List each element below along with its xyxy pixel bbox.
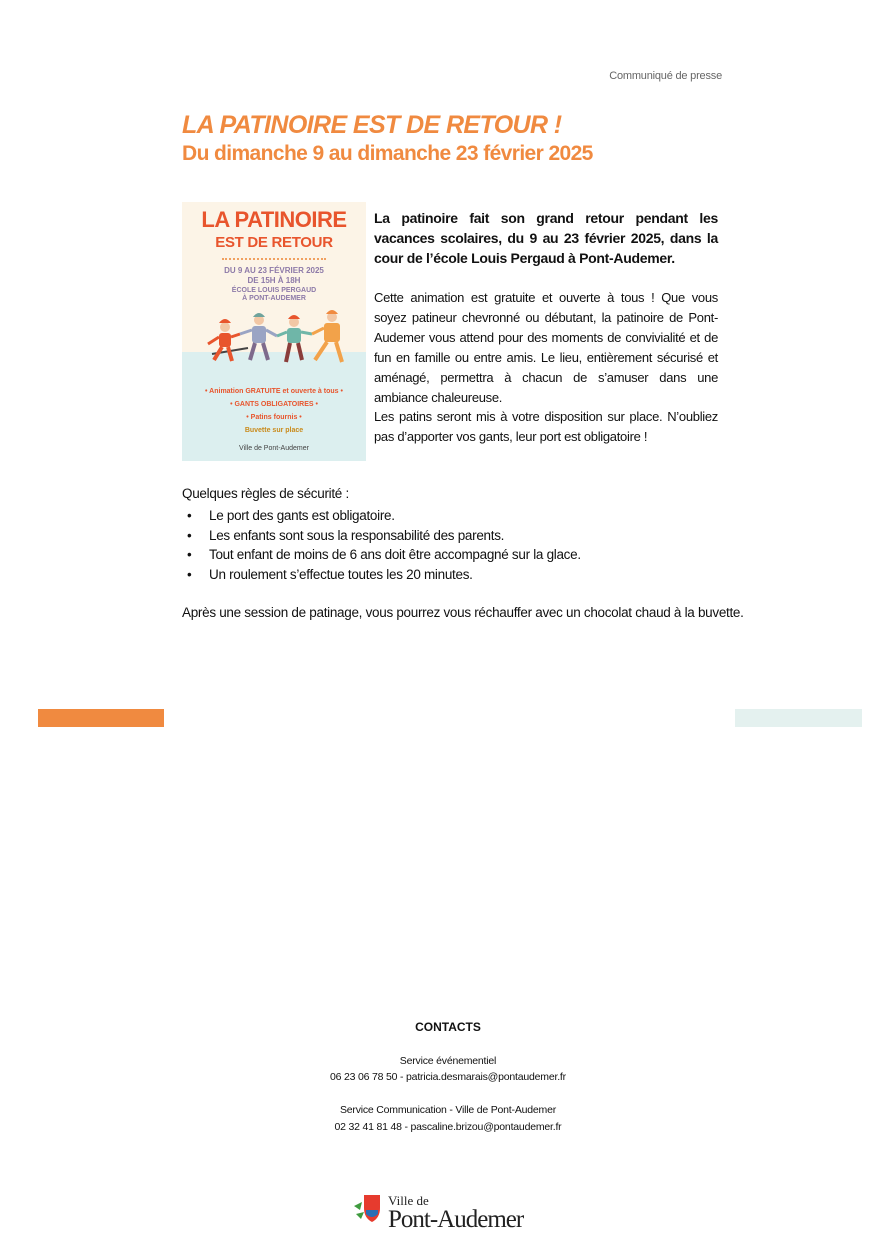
contact-line: 02 32 41 81 48 - pascaline.brizou@pontaudemer.fr [334, 1121, 562, 1133]
poster-info-line: ÉCOLE LOUIS PERGAUD [231, 287, 317, 294]
poster-logo: Ville de Pont-Audemer [239, 445, 309, 452]
bullet-icon: • [187, 547, 192, 563]
document-type-label: Communiqué de presse [609, 70, 722, 82]
poster-info-line: À PONT-AUDEMER [242, 295, 306, 302]
poster-info-line: DE 15H À 18H [247, 276, 301, 285]
rule-text: Tout enfant de moins de 6 ans doit être accompagné sur la glace. [209, 547, 581, 563]
poster-info-line: DU 9 AU 23 FÉVRIER 2025 [224, 266, 324, 275]
event-poster [182, 202, 366, 461]
bullet-icon: • [187, 527, 192, 543]
rule-text: Les enfants sont sous la responsabilité des parents. [209, 527, 505, 543]
body-paragraph: Les patins seront mis à votre disposition sur place. N’oubliez pas d’apporter vos gants, leur port est obligatoire ! [374, 409, 718, 444]
list-item [182, 526, 581, 546]
contact-service: Service événementiel [399, 1055, 497, 1067]
poster-list-item: • GANTS OBLIGATOIRES • [230, 401, 318, 408]
skaters-illustration [182, 308, 366, 378]
poster-list-item: Buvette sur place [244, 427, 304, 434]
rule-text: Un roulement s’effectue toutes les 20 minutes. [209, 566, 473, 582]
logo-line-1: Ville de [388, 1193, 429, 1208]
body-paragraph: Cette animation est gratuite et ouverte à tous ! Que vous soyez patineur chevronné ou débutant, la patinoire de Pont-Audemer vous attend pour des moments de convivialité et de fun en famille ou entre amis. Le lieu, entièrement sécurisé et aménagé, permettra à chacun de s’amuser dans une ambiance chaleureuse. [374, 290, 718, 405]
decorative-bar-orange [38, 709, 164, 727]
decorative-bar-mint [735, 709, 862, 727]
page-title: LA PATINOIRE EST DE RETOUR ! [182, 111, 562, 139]
contact-service: Service Communication - Ville de Pont-Audemer [339, 1104, 557, 1116]
poster-list-item: • Animation GRATUITE et ouverte à tous • [205, 388, 343, 395]
poster-divider [222, 258, 326, 260]
list-item [182, 506, 581, 526]
poster-title: LA PATINOIRE [201, 207, 347, 232]
bullet-icon: • [187, 508, 192, 523]
logo-line-2: Pont-Audemer [388, 1206, 524, 1233]
list-item [182, 545, 581, 565]
list-item [182, 565, 581, 585]
rules-list [182, 506, 581, 584]
bullet-icon: • [187, 566, 192, 582]
city-logo [352, 1192, 552, 1236]
contacts-heading: CONTACTS [415, 1020, 481, 1034]
rules-heading: Quelques règles de sécurité : [182, 486, 349, 501]
poster-subtitle: EST DE RETOUR [215, 234, 333, 251]
rule-text: Le port des gants est obligatoire. [209, 508, 395, 523]
city-crest-icon [352, 1192, 386, 1228]
closing-paragraph: Après une session de patinage, vous pourrez vous réchauffer avec un chocolat chaud à la buvette. [182, 605, 744, 620]
lead-paragraph: La patinoire fait son grand retour pendant les vacances scolaires, du 9 au 23 février 2025, dans la cour de l’école Louis Pergaud à Pont-Audemer. [374, 210, 718, 266]
page-subtitle: Du dimanche 9 au dimanche 23 février 2025 [182, 142, 593, 165]
poster-list-item: • Patins fournis • [246, 414, 302, 421]
contact-line: 06 23 06 78 50 - patricia.desmarais@pontaudemer.fr [330, 1071, 566, 1083]
